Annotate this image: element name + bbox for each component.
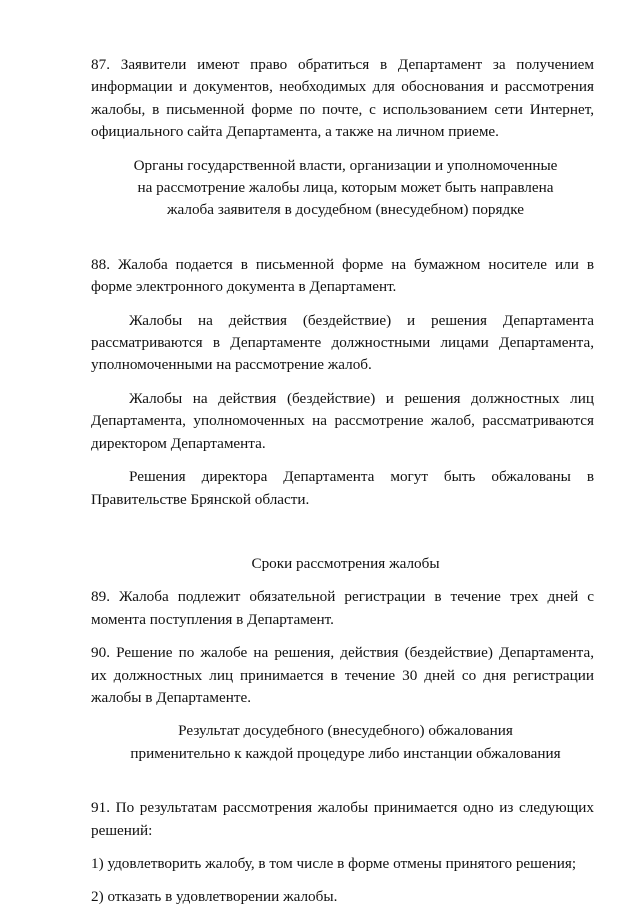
list-item-1: 1) удовлетворить жалобу, в том числе в форме отмены принятого решения; xyxy=(91,854,577,872)
list-item-2: 2) отказать в удовлетворении жалобы. xyxy=(91,888,338,906)
paragraph-88-b: Жалобы на действия (бездействие) и решения должностных лиц Департамента, уполномоченных на рассмотрение жалоб, рассматриваются директором Департамента. xyxy=(91,389,594,452)
section-heading-appeal-result xyxy=(91,720,594,765)
section-heading-review-terms: Сроки рассмотрения жалобы xyxy=(251,554,440,572)
paragraph-88-c: Решения директора Департамента могут быть обжалованы в Правительстве Брянской области. xyxy=(91,468,594,508)
paragraph-88: 88. Жалоба подается в письменной форме на бумажном носителе или в форме электронного документа в Департамент. xyxy=(91,255,594,296)
section-heading-complaint-bodies xyxy=(91,155,594,222)
heading-line: применительно к каждой процедуре либо инстанции обжалования xyxy=(130,744,561,762)
heading-line: на рассмотрение жалобы лица, которым может быть направлена xyxy=(137,179,554,197)
document-page xyxy=(91,54,594,909)
paragraph-91: 91. По результатам рассмотрения жалобы принимается одно из следующих решений: xyxy=(91,799,594,839)
heading-line: Органы государственной власти, организации и уполномоченные xyxy=(133,156,558,174)
paragraph-87: 87. Заявители имеют право обратиться в Департамент за получением информации и документов, необходимых для обоснования и рассмотрения жалобы, в письменной форме по почте, с использованием сети Интернет, официального сайта Департамента, а также на личном приеме. xyxy=(91,56,594,141)
heading-line: жалоба заявителя в досудебном (внесудебном) порядке xyxy=(167,201,524,219)
paragraph-90: 90. Решение по жалобе на решения, действия (бездействие) Департамента, их должностных лиц принимается в течение 30 дней со дня регистрации жалобы в Департаменте. xyxy=(91,644,594,706)
heading-line: Результат досудебного (внесудебного) обжалования xyxy=(178,722,513,740)
paragraph-88-a: Жалобы на действия (бездействие) и решения Департамента рассматриваются в Департаменте должностными лицами Департамента, уполномоченными на рассмотрение жалоб. xyxy=(91,311,594,374)
paragraph-89: 89. Жалоба подлежит обязательной регистрации в течение трех дней с момента поступления в Департамент. xyxy=(91,588,594,628)
